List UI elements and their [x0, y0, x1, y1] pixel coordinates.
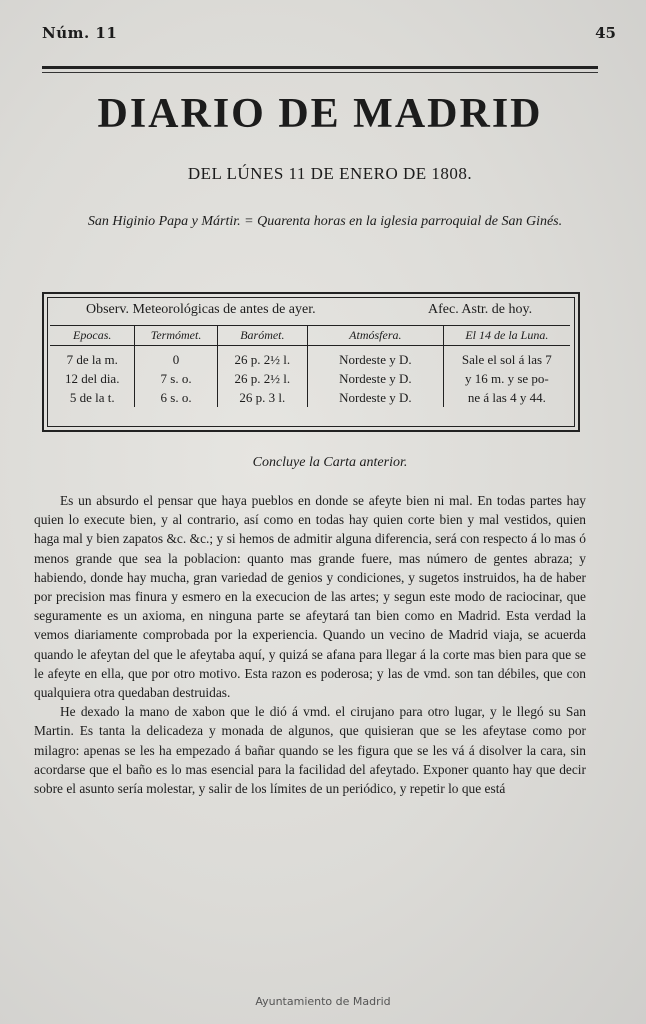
article-paragraph: He dexado la mano de xabon que le dió á vmd. el cirujano para otro lugar, y le llegó su San Martin. Es tanta la delicadeza y monada de algunos, que quisieran que se les afeytase como por milagro: apenas se les ha empezado á bañar quando se les figura que se les vá á disolver la cara, sin acordarse que el baño es lo mas esencial para la facilidad del afeytado. Exponer quanto hay que decir sobre el asunto sería molestar, y salir de los límites de un periódico, y repetir lo que está: [34, 704, 586, 797]
table-cell: 26 p. 2½ l.: [217, 369, 307, 388]
col-header-termometro: Termómet.: [135, 326, 217, 346]
article-paragraph: Es un absurdo el pensar que haya pueblos en donde se afeyte bien ni mal. En todas partes hay quien lo execute bien, y al contrario, así como en todas hay quien corte bien y mal vestidos, quien haga mal y bien zapatos &c. &c.; y si hemos de admitir alguna diferencia, será con respecto á lo mas ó menos grande que sea la poblacion: quanto mas grande fuere, mas número de gentes abraza; y habiendo, donde hay mucha, gran variedad de genios y condiciones, y sugetos instruidos, ha de haber por precision mas finura y esmero en la execucion de las artes; y segun este modo de raciocinar, que seguramente es un axioma, en ninguna parte se afeytará tan bien como en Madrid. Esta verdad la vemos diariamente comprobada por la experiencia. Quando un vecino de Madrid viaja, se acuerda quando le afeytan del que le afeytaba aquí, y quizá se afana para llegar á la corte mas bien para que se le afeyte en ella, que por otro motivo. Esta razon es poderosa; y las de vmd. son tan débiles, que con qualquiera otra quedaban destruidas.: [34, 493, 586, 701]
col-header-barometro: Barómet.: [217, 326, 307, 346]
table-cell: ne á las 4 y 44.: [443, 388, 570, 407]
table-cell: 6 s. o.: [135, 388, 217, 407]
masthead-title: DIARIO DE MADRID: [97, 91, 543, 137]
table-cell: 7 s. o.: [135, 369, 217, 388]
table-row: [50, 369, 570, 388]
col-header-atmosfera: Atmósfera.: [308, 326, 444, 346]
weather-box-headings: [44, 302, 578, 322]
table-cell: 7 de la m.: [66, 351, 118, 367]
col-header-epocas: Epocas.: [50, 326, 135, 346]
header-rule-thick: [42, 66, 598, 69]
archive-credit: Ayuntamiento de Madrid: [255, 995, 391, 1008]
table-row: [50, 346, 570, 370]
table-cell: y 16 m. y se po-: [443, 369, 570, 388]
table-cell: 0: [135, 346, 217, 370]
saint-line: San Higinio Papa y Mártir. = Quarenta horas en la iglesia parroquial de San Ginés.: [87, 214, 563, 229]
table-cell: 26 p. 2½ l.: [217, 346, 307, 370]
table-row: [50, 388, 570, 407]
weather-header-row: [50, 326, 570, 346]
weather-box: [42, 292, 580, 432]
table-cell: 5 de la t.: [69, 389, 115, 405]
table-cell: Nordeste y D.: [308, 369, 444, 388]
table-cell: Sale el sol á las 7: [443, 346, 570, 370]
page-number: 45: [595, 24, 616, 42]
weather-table: [50, 325, 570, 407]
article-body: [34, 491, 586, 798]
col-header-luna: El 14 de la Luna.: [443, 326, 570, 346]
observations-title: Observ. Meteorológicas de antes de ayer.: [86, 302, 316, 317]
table-cell: 12 del dia.: [64, 370, 120, 386]
date-line: DEL LÚNES 11 DE ENERO DE 1808.: [187, 164, 473, 183]
issue-number: Núm. 11: [42, 24, 118, 42]
table-cell: Nordeste y D.: [308, 388, 444, 407]
header-rule-thin: [42, 72, 598, 73]
article-subtitle: Concluye la Carta anterior.: [252, 455, 408, 470]
table-cell: Nordeste y D.: [308, 346, 444, 370]
table-cell: 26 p. 3 l.: [217, 388, 307, 407]
astro-title: Afec. Astr. de hoy.: [428, 302, 533, 317]
